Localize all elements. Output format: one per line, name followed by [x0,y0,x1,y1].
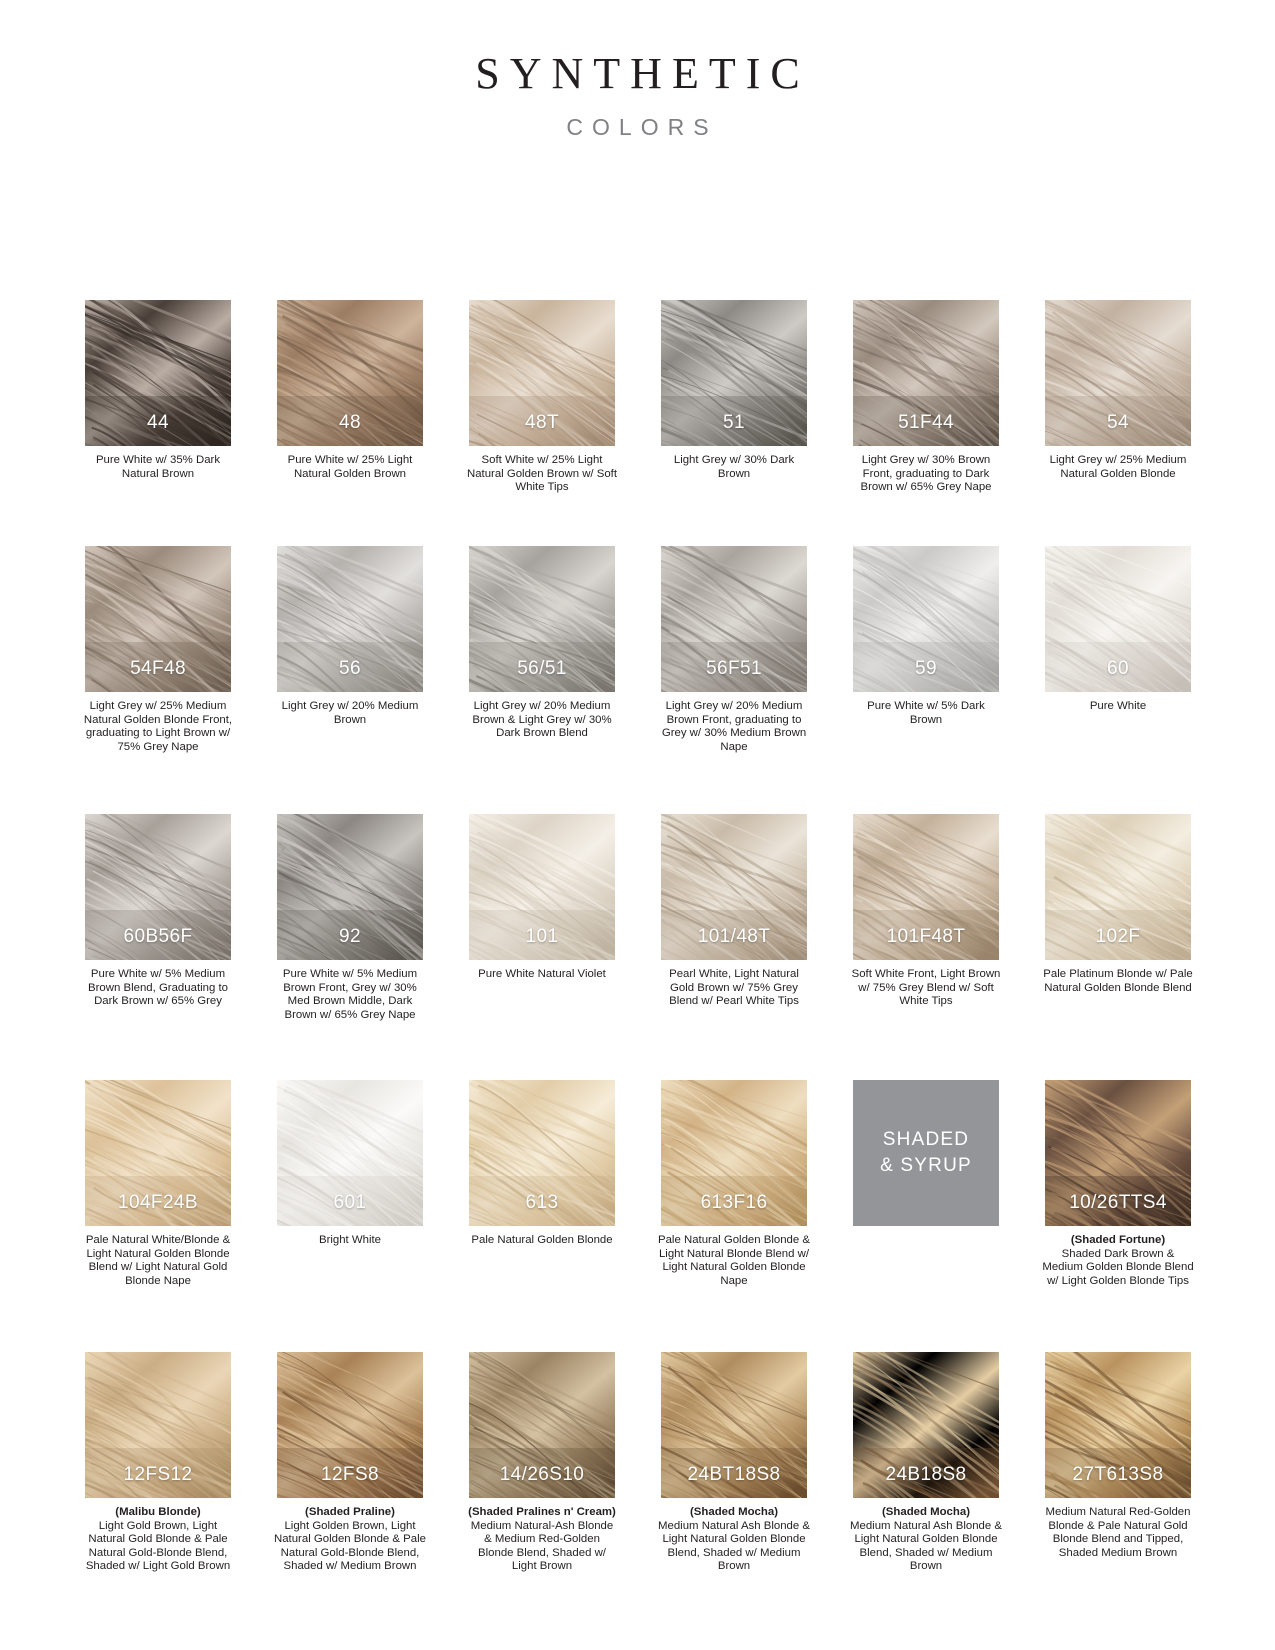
hair-color-swatch[interactable] [85,1352,231,1498]
color-swatch-item[interactable] [853,1080,999,1338]
swatch-caption [466,1506,618,1574]
hair-color-swatch[interactable] [469,1352,615,1498]
color-swatch-item[interactable] [1045,814,1191,1066]
swatch-caption [274,968,426,1022]
color-swatch-item[interactable] [469,546,615,800]
hair-color-swatch[interactable] [469,814,615,960]
swatch-code-label: 24B18S8 [885,1464,967,1485]
swatch-description: Light Grey w/ 25% Medium Natural Golden Blonde [1049,454,1187,480]
hair-color-swatch[interactable] [1045,300,1191,446]
swatch-caption [850,968,1002,1009]
swatch-code-label: 92 [339,926,361,947]
swatch-code-label: 101/48T [697,926,771,947]
swatch-description: Medium Natural-Ash Blonde & Medium Red-Golden Blonde Blend, Shaded w/ Light Brown [470,1519,614,1573]
hair-color-swatch[interactable] [661,814,807,960]
swatch-description: Light Grey w/ 20% Medium Brown & Light Grey w/ 30% Dark Brown Blend [472,700,612,740]
swatch-description: Light Grey w/ 25% Medium Natural Golden Blonde Front, graduating to Light Brown w/ 75% Grey Nape [83,700,233,753]
swatch-description: Pale Natural Golden Blonde [471,1234,613,1246]
color-swatch-item[interactable] [853,546,999,800]
hair-color-swatch[interactable] [85,546,231,692]
swatch-description: Pale Platinum Blonde w/ Pale Natural Golden Blonde Blend [1043,968,1193,994]
swatch-caption [658,700,810,754]
color-swatch-item[interactable] [85,300,231,532]
hair-color-swatch[interactable] [469,546,615,692]
swatch-color-name: (Malibu Blonde) [115,1506,201,1518]
swatch-caption [658,968,810,1009]
swatch-caption [466,454,618,495]
swatch-description: Pearl White, Light Natural Gold Brown w/ 75% Grey Blend w/ Pearl White Tips [669,968,799,1008]
color-swatch-item[interactable] [469,1352,615,1602]
swatch-caption [82,700,234,754]
placeholder-line-2: & SYRUP [880,1155,972,1176]
swatch-code-label: 102F [1095,926,1141,947]
swatch-code-label: 54F48 [130,658,186,679]
hair-color-swatch[interactable] [853,814,999,960]
swatch-description: Pale Natural Golden Blonde & Light Natural Blonde Blend w/ Light Natural Golden Blonde Nape [658,1234,810,1287]
swatch-color-name: (Shaded Praline) [305,1506,395,1518]
hair-color-swatch[interactable] [853,546,999,692]
color-swatch-item[interactable] [658,1352,810,1602]
color-swatch-item[interactable] [85,814,231,1066]
swatch-description: Light Grey w/ 20% Medium Brown Front, graduating to Grey w/ 30% Medium Brown Nape [661,700,807,753]
swatch-description: Shaded Dark Brown & Medium Golden Blonde Blend w/ Light Golden Blonde Tips [1042,1247,1194,1287]
swatch-code-label: 601 [333,1192,367,1213]
hair-color-swatch[interactable] [277,1352,423,1498]
swatch-description: Medium Natural Red-Golden Blonde & Pale Natural Gold Blonde Blend and Tipped, Shaded Medium Brown [1045,1506,1191,1559]
color-swatch-item[interactable] [1045,300,1191,532]
swatch-caption [658,454,810,481]
color-swatch-item[interactable] [1045,546,1191,800]
swatch-code-label: 60 [1107,658,1129,679]
placeholder-line-1: SHADED [882,1129,970,1150]
hair-color-swatch[interactable] [661,300,807,446]
swatch-description: Pure White w/ 35% Dark Natural Brown [95,454,221,480]
swatch-caption [850,700,1002,727]
swatch-description: Pure White w/ 5% Dark Brown [867,700,985,726]
swatch-code-label: 613F16 [700,1192,768,1213]
swatch-caption [850,1506,1002,1574]
color-swatch-item[interactable] [85,546,231,800]
color-swatch-item[interactable] [277,300,423,532]
swatch-row [85,814,1191,1080]
color-swatch-item[interactable] [661,300,807,532]
color-swatch-item[interactable] [853,814,999,1066]
swatch-description: Pale Natural White/Blonde & Light Natural Golden Blonde Blend w/ Light Natural Gold Blonde Nape [85,1234,231,1287]
swatch-code-label: 51F44 [898,412,954,433]
hair-color-swatch[interactable] [85,1080,231,1226]
swatch-description: Light Golden Brown, Light Natural Golden Blonde & Pale Natural Gold-Blonde Blend, Shaded w/ Medium Brown [274,1519,426,1573]
swatch-row [85,300,1191,546]
hair-color-swatch[interactable] [277,300,423,446]
swatch-caption [658,1506,810,1574]
color-swatch-item[interactable] [1045,1352,1191,1602]
swatch-description: Light Grey w/ 30% Dark Brown [673,454,795,480]
hair-color-swatch[interactable] [85,300,231,446]
color-swatch-grid [83,300,1194,1616]
hair-color-swatch[interactable] [277,1080,423,1226]
shaded-syrup-placeholder [853,1080,999,1226]
swatch-caption [82,1234,234,1288]
swatch-code-label: 12FS8 [321,1464,379,1485]
swatch-code-label: 10/26TTS4 [1069,1192,1167,1213]
color-swatch-item[interactable] [277,546,423,800]
swatch-code-label: 56 [339,658,361,679]
swatch-caption [82,1506,234,1574]
swatch-caption [274,700,426,727]
hair-color-swatch[interactable] [1045,1080,1191,1226]
color-swatch-item[interactable] [469,1080,615,1338]
swatch-caption [466,968,618,982]
swatch-code-label: 101 [525,926,559,947]
color-swatch-item[interactable] [469,814,615,1066]
swatch-color-name: (Shaded Fortune) [1070,1234,1166,1246]
swatch-code-label: 104F24B [118,1192,198,1213]
color-swatch-item[interactable] [661,546,807,800]
swatch-description: Pure White w/ 5% Medium Brown Blend, Graduating to Dark Brown w/ 65% Grey [88,968,228,1008]
swatch-color-name: (Shaded Mocha) [690,1506,778,1518]
hair-color-swatch[interactable] [661,1352,807,1498]
swatch-code-label: 613 [525,1192,559,1213]
swatch-code-label: 12FS12 [123,1464,193,1485]
hair-color-swatch[interactable] [469,300,615,446]
hair-color-swatch[interactable] [853,1352,999,1498]
swatch-code-label: 59 [915,658,937,679]
swatch-caption [274,1506,426,1574]
swatch-caption [82,454,234,481]
swatch-caption [1042,454,1194,481]
hair-color-swatch[interactable] [85,814,231,960]
swatch-code-label: 44 [147,412,169,433]
swatch-description: Soft White w/ 25% Light Natural Golden Brown w/ Soft White Tips [466,454,618,494]
swatch-caption [466,1234,618,1248]
hair-color-swatch[interactable] [661,546,807,692]
page-title: SYNTHETIC [475,49,810,98]
hair-color-swatch[interactable] [469,1080,615,1226]
color-swatch-item[interactable] [658,1080,810,1338]
page-subtitle: COLORS [566,114,718,140]
swatch-description: Medium Natural Ash Blonde & Light Natural Golden Blonde Blend, Shaded w/ Medium Brown [850,1519,1002,1573]
swatch-description: Pure White w/ 5% Medium Brown Front, Grey w/ 30% Med Brown Middle, Dark Brown w/ 65% Grey Nape [282,968,418,1021]
color-swatch-item[interactable] [661,814,807,1066]
swatch-code-label: 60B56F [123,926,193,947]
swatch-description: Light Gold Brown, Light Natural Gold Blonde & Pale Natural Gold-Blonde Blend, Shaded w/ Light Gold Brown [85,1519,231,1573]
swatch-color-name: (Shaded Mocha) [882,1506,970,1518]
swatch-caption [658,1234,810,1288]
swatch-code-label: 27T613S8 [1072,1464,1164,1485]
hair-color-swatch[interactable] [277,546,423,692]
swatch-caption [82,968,234,1009]
swatch-caption [274,454,426,481]
color-swatch-item[interactable] [277,814,423,1066]
swatch-description: Pure White [1089,700,1147,712]
color-swatch-item[interactable] [853,300,999,532]
swatch-code-label: 56/51 [517,658,567,679]
swatch-code-label: 14/26S10 [499,1464,585,1485]
swatch-caption [274,1234,426,1248]
page-header [0,0,1275,141]
hair-color-swatch[interactable] [853,300,999,446]
color-swatch-item[interactable] [850,1352,1002,1602]
swatch-code-label: 54 [1107,412,1129,433]
hair-color-swatch[interactable] [277,814,423,960]
color-swatch-item[interactable] [277,1080,423,1338]
swatch-code-label: 56F51 [706,658,762,679]
swatch-caption [1042,700,1194,714]
swatch-description: Bright White [318,1234,382,1246]
color-swatch-item[interactable] [1042,1080,1194,1338]
swatch-row [85,1352,1191,1616]
swatch-caption [1042,1506,1194,1560]
swatch-caption [850,454,1002,495]
color-swatch-item[interactable] [466,300,618,532]
swatch-code-label: 24BT18S8 [687,1464,781,1485]
hair-color-swatch[interactable] [1045,1352,1191,1498]
swatch-caption [1042,1234,1194,1288]
swatch-description: Light Grey w/ 30% Brown Front, graduating to Dark Brown w/ 65% Grey Nape [860,454,992,494]
swatch-description: Soft White Front, Light Brown w/ 75% Grey Blend w/ Soft White Tips [851,968,1001,1008]
swatch-caption [466,700,618,741]
swatch-description: Medium Natural Ash Blonde & Light Natural Golden Blonde Blend, Shaded w/ Medium Brown [658,1519,810,1573]
swatch-code-label: 101F48T [886,926,966,947]
hair-color-swatch[interactable] [1045,814,1191,960]
swatch-code-label: 51 [723,412,745,433]
swatch-row [85,546,1191,814]
color-swatch-item[interactable] [274,1352,426,1602]
swatch-caption [1042,968,1194,995]
swatch-code-label: 48 [339,412,361,433]
hair-color-swatch[interactable] [661,1080,807,1226]
swatch-color-name: (Shaded Pralines n' Cream) [468,1506,616,1518]
hair-color-swatch[interactable] [1045,546,1191,692]
color-swatch-item[interactable] [85,1080,231,1338]
swatch-code-label: 48T [525,412,559,433]
swatch-row [85,1080,1194,1352]
color-swatch-item[interactable] [85,1352,231,1602]
swatch-description: Light Grey w/ 20% Medium Brown [281,700,419,726]
swatch-description: Pure White Natural Violet [478,968,606,980]
swatch-description: Pure White w/ 25% Light Natural Golden Brown [287,454,413,480]
